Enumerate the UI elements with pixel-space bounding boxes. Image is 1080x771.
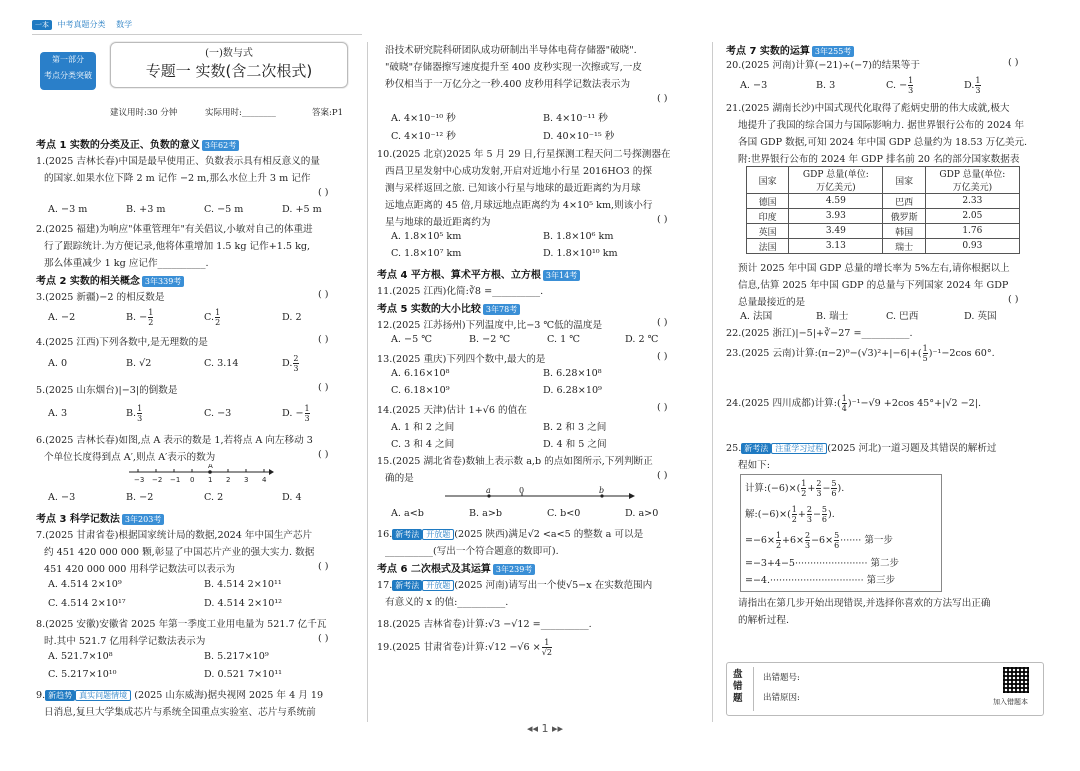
question-15-line-2: 确的是: [385, 473, 414, 484]
answer-bracket: ( ): [1008, 294, 1019, 305]
option-d: D. 40×10⁻¹⁵ 秒: [543, 131, 615, 142]
error-log-label: 盘错题: [733, 669, 743, 704]
answer-bracket: ( ): [318, 289, 329, 300]
answer-ref: 答案:P1: [312, 108, 343, 118]
option-a: A. 3: [48, 408, 68, 419]
option-d: D. 1.8×10¹⁰ km: [543, 248, 618, 259]
option-d: D. 4: [282, 492, 302, 503]
question-4: 4.(2025 江西)下列各数中,是无理数的是: [36, 337, 208, 348]
header-rule: [32, 34, 362, 35]
svg-text:2: 2: [226, 476, 231, 484]
table-header-row: [747, 167, 1020, 194]
topic-banner: [32, 42, 350, 102]
question-9-line-1: 9. 新趋势 真实问题情境 (2025 山东威海)据央视网 2025 年 4 月 19: [36, 690, 324, 701]
option-c: C. 4.514 2×10¹⁷: [48, 598, 126, 609]
frequency-badge: 3年239考: [493, 564, 535, 575]
section-k6: 考点 6 二次根式及其运算 3年239考: [377, 560, 535, 575]
question-17-line-1: 17. 新考法 开放题 (2025 河南)请写出一个使√5−x 在实数范围内: [377, 580, 653, 591]
option-b: B. a>b: [469, 508, 503, 519]
option-b: B. 瑞士: [816, 311, 849, 322]
question-6-line-1: 6.(2025 吉林长春)如图,点 A 表示的数是 1,若将点 A 向左移动 3: [36, 435, 313, 446]
svg-text:3: 3: [244, 476, 249, 484]
svg-text:−1: −1: [170, 476, 181, 484]
question-22: 22.(2025 浙江)|−5|+∛−27 =__________.: [726, 328, 913, 339]
question-6-line-2: 个单位长度得到点 A′,则点 A′表示的数为: [44, 452, 216, 463]
option-c: C. −3: [204, 408, 232, 419]
option-b: B. 3: [816, 80, 836, 91]
option-d: D. 4.514 2×10¹²: [204, 598, 283, 609]
option-a: A. −5 ℃: [391, 334, 432, 345]
option-a: A. 1.8×10⁵ km: [391, 231, 462, 242]
option-a: A. −3 m: [48, 204, 88, 215]
header-cell: 国家: [747, 167, 789, 194]
option-b: B. +3 m: [126, 204, 166, 215]
option-d: D. a>0: [625, 508, 659, 519]
question-7-line-3: 451 420 000 000 用科学记数法可以表示为: [44, 564, 235, 575]
question-10-line-4: 远地点距离的 45 倍,月球远地点距离约为 4×10⁵ km,则该小行: [385, 200, 653, 211]
solution-box: [740, 474, 942, 592]
question-23: 23.(2025 云南)计算:(π−2)⁰−(√3)²+|−6|+( $\frac{1}{5}$ )⁻¹−2cos 60°.: [726, 344, 995, 363]
svg-text:0: 0: [519, 486, 525, 495]
suggested-time: 建议用时:30 分钟: [110, 108, 178, 118]
new-method-badge: 新考法: [392, 580, 422, 591]
solution-step-2: =−3+4−5························ 第二步: [745, 558, 899, 569]
question-25-line-4: 的解析过程.: [738, 615, 790, 626]
option-b: B. $\frac{1}{3}$: [126, 404, 143, 423]
svg-text:b: b: [599, 486, 605, 495]
question-15-line-1: 15.(2025 湖北省卷)数轴上表示数 a,b 的点如图所示,下列判断正: [377, 456, 653, 467]
frequency-badge: 3年14考: [543, 270, 580, 281]
error-log-divider: [753, 667, 754, 711]
context-badge: 真实问题情境: [75, 690, 131, 701]
error-number-field[interactable]: 出错题号:: [763, 673, 800, 683]
option-c: C. 巴西: [886, 311, 919, 322]
unit-label: (一)数与式: [205, 48, 253, 59]
solution-step-1: =−6× $\frac{1}{2}$ +6× $\frac{2}{3}$ −6× $\frac{5}{6}$ ······· 第一步: [745, 531, 893, 550]
question-21-line-1: 21.(2025 湖南长沙)中国式现代化取得了彪炳史册的伟大成就,极大: [726, 103, 1010, 114]
option-d: D. 2: [282, 312, 302, 323]
option-a: A. −3: [740, 80, 768, 91]
question-18: 18.(2025 吉林省卷)计算:√3 −√12 =__________.: [377, 619, 592, 630]
frequency-badge: 3年62考: [202, 140, 239, 151]
question-8-line-1: 8.(2025 安徽)安徽省 2025 年第一季度工业用电量为 521.7 亿千瓦: [36, 619, 327, 630]
table-row: 印度 3.93 俄罗斯 2.05: [747, 209, 1020, 224]
svg-text:−2: −2: [152, 476, 163, 484]
error-reason-field[interactable]: 出错原因:: [763, 693, 800, 703]
question-25-line-2: 程如下:: [738, 460, 771, 471]
error-log-box: [726, 662, 1044, 716]
question-25-line-3: 请指出在第几步开始出现错误,并选择你喜欢的方法写出正确: [738, 598, 991, 609]
option-c: C. 4×10⁻¹² 秒: [391, 131, 456, 142]
frequency-badge: 3年255考: [812, 46, 854, 57]
option-d: D. $\frac{2}{3}$: [282, 354, 299, 373]
option-b: B. 1.8×10⁶ km: [543, 231, 614, 242]
number-line-ab-figure: [445, 486, 635, 506]
option-b: B. 5.217×10⁹: [204, 651, 269, 662]
new-trend-badge: 新趋势: [45, 690, 75, 701]
part-badge: [40, 52, 96, 90]
open-question-badge: 开放题: [422, 529, 454, 540]
svg-text:−3: −3: [134, 476, 145, 484]
table-row: 德国 4.59 巴西 2.33: [747, 194, 1020, 209]
solution-problem: 计算:(−6)×( $\frac{1}{2}$ + $\frac{2}{3}$ − $\frac{5}{6}$ ).: [745, 479, 845, 498]
qr-label: 加入错题本: [993, 698, 1028, 706]
section-k5: 考点 5 实数的大小比较 3年78考: [377, 300, 520, 315]
question-10-line-3: 测与采样返回之旅. 已知该小行星与地球的最近距离约为月球: [385, 183, 641, 194]
option-c: C. 5.217×10¹⁰: [48, 669, 117, 680]
open-question-badge: 开放题: [422, 580, 454, 591]
option-c: C. −5 m: [204, 204, 244, 215]
answer-bracket: ( ): [318, 561, 329, 572]
table-row: 法国 3.13 瑞士 0.93: [747, 239, 1020, 254]
frequency-badge: 3年78考: [483, 304, 520, 315]
section-k2: 考点 2 实数的相关概念 3年339考: [36, 272, 184, 287]
option-b: B. −2: [126, 492, 154, 503]
answer-bracket: ( ): [657, 470, 668, 481]
question-13: 13.(2025 重庆)下列四个数中,最大的是: [377, 354, 546, 365]
option-a: A. −2: [48, 312, 76, 323]
question-16-line-1: 16. 新考法 开放题 (2025 陕西)满足√2 <a<5 的整数 a 可以是: [377, 529, 644, 540]
section-k3: 考点 3 科学记数法 3年203考: [36, 510, 164, 525]
process-badge: 注重学习过程: [771, 443, 827, 454]
new-method-badge: 新考法: [741, 443, 771, 454]
page-number: ◂◂ 1 ▸▸: [526, 722, 564, 735]
frequency-badge: 3年339考: [142, 276, 184, 287]
page-header: [32, 19, 732, 35]
option-c: C. 3.14: [204, 358, 239, 369]
svg-text:0: 0: [190, 476, 195, 484]
question-16-line-2: __________(写出一个符合题意的数即可).: [385, 546, 559, 557]
answer-bracket: ( ): [318, 187, 329, 198]
question-7-line-2: 约 451 420 000 000 颗,彰显了中国芯片产业的强大实力. 数据: [44, 547, 315, 558]
qr-code-icon[interactable]: [1003, 667, 1029, 693]
option-d: D. 4 和 5 之间: [543, 439, 607, 450]
option-c: C. 1.8×10⁷ km: [391, 248, 462, 259]
solution-step-3: =−4.······························· 第三步: [745, 575, 896, 586]
question-2-line-1: 2.(2025 福建)为响应"体重管理年"有关倡议,小敏对自己的体重进: [36, 224, 313, 235]
question-9-line-5: 秒仅相当于一万亿分之一秒.400 皮秒用科学记数法表示为: [385, 79, 631, 90]
actual-time: 实际用时:________: [205, 108, 276, 118]
section-k4: 考点 4 平方根、算术平方根、立方根 3年14考: [377, 266, 580, 281]
question-8-line-2: 时.其中 521.7 亿用科学记数法表示为: [44, 636, 206, 647]
option-b: B. −2 ℃: [469, 334, 511, 345]
option-b: B. 6.28×10⁸: [543, 368, 602, 379]
option-a: A. 521.7×10⁸: [48, 651, 113, 662]
answer-bracket: ( ): [657, 214, 668, 225]
option-d: D. $\frac{1}{3}$: [964, 76, 981, 95]
option-a: A. 4.514 2×10⁹: [48, 579, 122, 590]
option-d: D. 0.521 7×10¹¹: [204, 669, 283, 680]
option-c: C. 1 ℃: [547, 334, 580, 345]
question-10-line-1: 10.(2025 北京)2025 年 5 月 29 日,行星探测工程天问二号探测器在: [377, 149, 671, 160]
header-subject: 数学: [116, 20, 133, 29]
section-k1: 考点 1 实数的分类及正、负数的意义 3年62考: [36, 136, 239, 151]
question-21-line-2: 地提升了我国的综合国力与国际影响力. 据世界银行公布的 2024 年: [738, 120, 1025, 131]
answer-bracket: ( ): [657, 402, 668, 413]
topic-title: 专题一 实数(含二次根式): [145, 62, 313, 80]
number-line-figure: [124, 464, 274, 486]
option-d: D. +5 m: [282, 204, 322, 215]
option-c: C. 2: [204, 492, 224, 503]
option-a: A. 0: [48, 358, 68, 369]
option-c: C. $\frac{1}{2}$: [204, 308, 221, 327]
option-b: B. 2 和 3 之间: [543, 422, 607, 433]
question-21-line-6: 信息,估算 2025 年中国 GDP 的总量与下列国家 2024 年 GDP: [738, 280, 1009, 291]
question-1-line-2: 的国家.如果水位下降 2 m 记作 −2 m,那么水位上升 3 m 记作: [44, 173, 311, 184]
answer-bracket: ( ): [657, 317, 668, 328]
header-title: 中考真题分类: [57, 20, 106, 29]
question-11: 11.(2025 江西)化简:∛8 =__________.: [377, 286, 544, 297]
option-a: A. 1 和 2 之间: [391, 422, 455, 433]
question-21-line-5: 预计 2025 年中国 GDP 总量的增长率为 5%左右,请你根据以上: [738, 263, 1010, 274]
option-b: B. − $\frac{1}{2}$: [126, 308, 154, 327]
gdp-table: [746, 166, 1020, 254]
question-21-line-3: 各国 GDP 数据,可知 2024 年中国 GDP 总量约为 18.53 万亿美元.: [738, 137, 1028, 148]
column-divider: [712, 42, 713, 722]
answer-bracket: ( ): [318, 382, 329, 393]
svg-text:a: a: [486, 486, 491, 495]
question-3: 3.(2025 新疆)−2 的相反数是: [36, 292, 165, 303]
question-14: 14.(2025 天津)估计 1+√6 的值在: [377, 405, 527, 416]
question-2-line-3: 那么体重减少 1 kg 应记作__________.: [44, 258, 209, 269]
answer-bracket: ( ): [318, 449, 329, 460]
option-c: C. 3 和 4 之间: [391, 439, 455, 450]
answer-bracket: ( ): [1008, 57, 1019, 68]
option-d: D. 2 ℃: [625, 334, 659, 345]
new-method-badge: 新考法: [392, 529, 422, 540]
svg-text:4: 4: [262, 476, 267, 484]
section-k7: 考点 7 实数的运算 3年255考: [726, 42, 854, 57]
question-21-line-4: 附:世界银行公布的 2024 年 GDP 排名前 20 名的部分国家数据表: [738, 154, 1020, 165]
question-21-line-7: 总量最接近的是: [738, 297, 806, 308]
option-c: C. 6.18×10⁹: [391, 385, 450, 396]
answer-bracket: ( ): [318, 633, 329, 644]
option-b: B. 4.514 2×10¹¹: [204, 579, 282, 590]
question-10-line-5: 星与地球的最近距离约为: [385, 217, 491, 228]
option-a: A. 6.16×10⁸: [391, 368, 450, 379]
option-c: C. − $\frac{1}{3}$: [886, 76, 914, 95]
question-24: 24.(2025 四川成都)计算:( $\frac{1}{4}$ )⁻¹−√9 +2cos 45°+|√2 −2|.: [726, 394, 982, 413]
brand-logo: 一本: [32, 20, 52, 30]
frequency-badge: 3年203考: [122, 514, 164, 525]
option-d: D. 英国: [964, 311, 997, 322]
question-12: 12.(2025 江苏扬州)下列温度中,比−3 ℃低的温度是: [377, 320, 603, 331]
question-19: 19.(2025 甘肃省卷)计算:√12 −√6 × $\frac{1}{√2}$: [377, 638, 552, 657]
question-20: 20.(2025 河南)计算(−21)÷(−7)的结果等于: [726, 60, 920, 71]
question-5: 5.(2025 山东烟台)|−3|的倒数是: [36, 385, 178, 396]
option-c: C. b<0: [547, 508, 581, 519]
svg-text:1: 1: [208, 476, 213, 484]
question-9-line-4: "破晓"存储器擦写速度提升至 400 皮秒实现一次擦或写,一皮: [385, 62, 642, 73]
answer-bracket: ( ): [657, 93, 668, 104]
answer-bracket: ( ): [318, 334, 329, 345]
part-label: 第一部分: [52, 55, 84, 64]
question-10-line-2: 西昌卫星发射中心成功发射,开启对近地小行星 2016HO3 的探: [385, 166, 652, 177]
option-b: B. 4×10⁻¹¹ 秒: [543, 113, 608, 124]
column-divider: [367, 42, 368, 722]
option-d: D. − $\frac{1}{3}$: [282, 404, 310, 423]
question-2-line-2: 行了跟踪统计.为方便记录,他将体重增加 1.5 kg 记作+1.5 kg,: [44, 241, 311, 252]
option-d: D. 6.28×10⁹: [543, 385, 602, 396]
option-a: A. 法国: [740, 311, 773, 322]
header-cell: 国家: [883, 167, 925, 194]
question-9-line-2: 日消息,复旦大学集成芯片与系统全国重点实验室、芯片与系统前: [44, 707, 316, 718]
option-a: A. −3: [48, 492, 76, 503]
answer-bracket: ( ): [657, 351, 668, 362]
question-9-line-3: 沿技术研究院科研团队成功研制出半导体电荷存储器"破晓".: [385, 45, 637, 56]
question-25-line-1: 25. 新考法 注重学习过程 (2025 河北)一道习题及其错误的解析过: [726, 443, 997, 454]
question-7-line-1: 7.(2025 甘肃省卷)根据国家统计局的数据,2024 年中国生产芯片: [36, 530, 313, 541]
option-a: A. 4×10⁻¹⁰ 秒: [391, 113, 456, 124]
svg-text:A: A: [208, 464, 213, 470]
table-row: 英国 3.49 韩国 1.76: [747, 224, 1020, 239]
topic-title-box: [110, 42, 348, 88]
header-cell: GDP 总量(单位: 万亿美元): [789, 167, 883, 194]
option-a: A. a<b: [391, 508, 424, 519]
question-1-line-1: 1.(2025 吉林长春)中国是最早使用正、负数表示具有相反意义的量: [36, 156, 320, 167]
solution-line-intro: 解:(−6)×( $\frac{1}{2}$ + $\frac{2}{3}$ − $\frac{5}{6}$ ).: [745, 505, 835, 524]
header-cell: GDP 总量(单位: 万亿美元): [925, 167, 1019, 194]
option-b: B. √2: [126, 358, 152, 369]
question-17-line-2: 有意义的 x 的值:__________.: [385, 597, 509, 608]
part-sub-label: 考点分类突破: [44, 71, 92, 80]
